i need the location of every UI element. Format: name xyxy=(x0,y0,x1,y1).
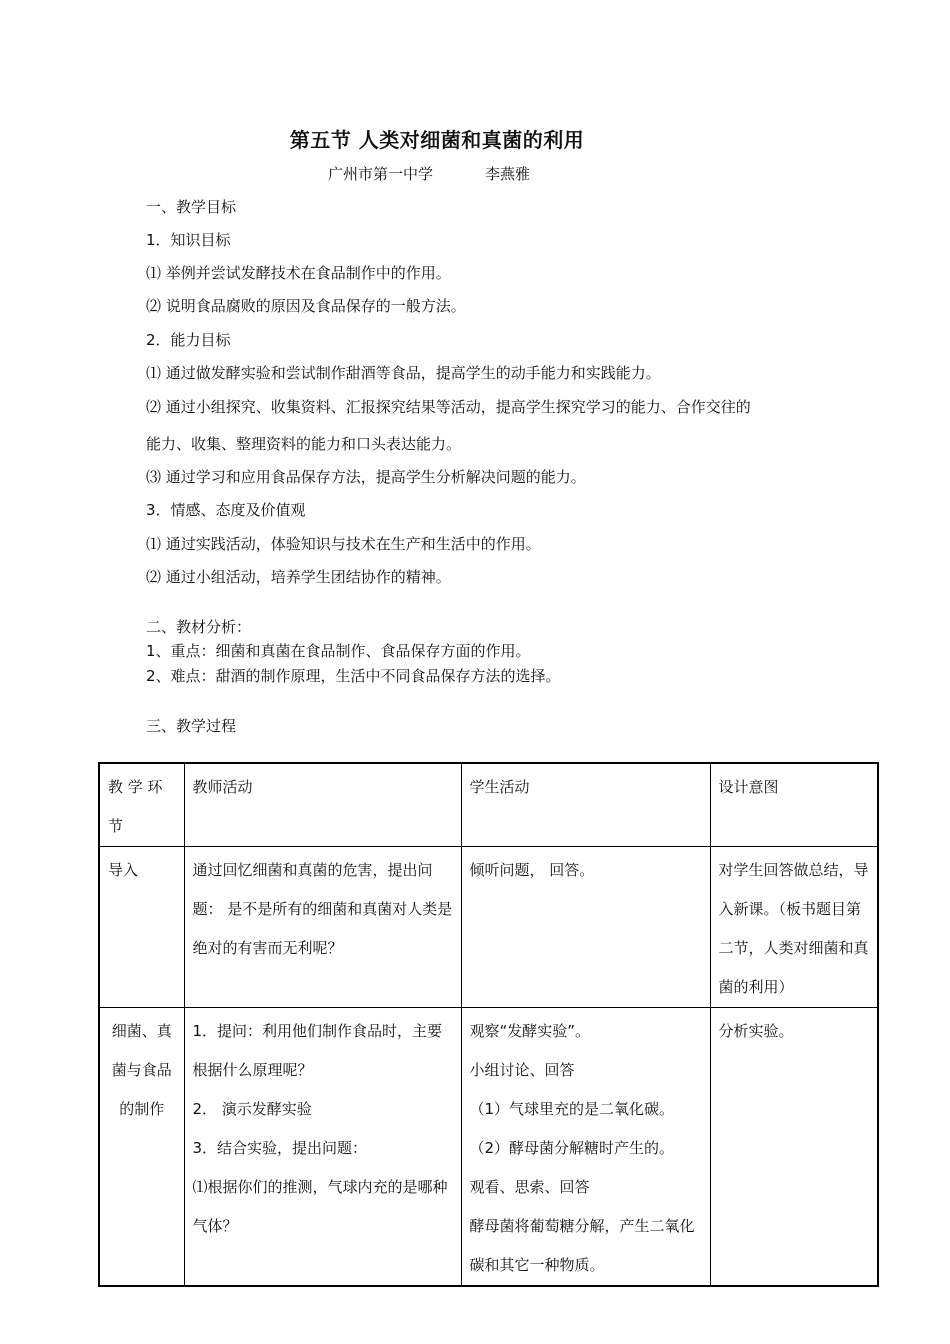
goal-item: ⑵ 通过小组探究、收集资料、汇报探究结果等活动，提高学生探究学习的能力、合作交往的 xyxy=(146,398,751,416)
author-name: 李燕雅 xyxy=(485,165,531,183)
cell-teacher: 1．提问：利用他们制作食品时，主要根据什么原理呢？ 2． 演示发酵实验 3．结合实验，提出问题： ⑴根据你们的推测，气球内充的是哪种气体？ xyxy=(184,1008,461,1287)
section-heading-goals: 一、教学目标 xyxy=(146,198,237,216)
table-header-row xyxy=(99,763,878,847)
table-row xyxy=(99,847,878,1008)
table-row xyxy=(99,1008,878,1287)
goal-item-continuation: 能力、收集、整理资料的能力和口头表达能力。 xyxy=(146,435,462,453)
author-line xyxy=(328,163,530,184)
cell-intent: 对学生回答做总结，导入新课。（板书题目第二节，人类对细菌和真菌的利用） xyxy=(710,847,878,1008)
header-stage: 教 学 环 节 xyxy=(99,763,184,847)
subheading-attitude: 3．情感、态度及价值观 xyxy=(146,501,306,519)
goal-item: ⑵ 说明食品腐败的原因及食品保存的一般方法。 xyxy=(146,297,466,315)
goal-item: ⑶ 通过学习和应用食品保存方法，提高学生分析解决问题的能力。 xyxy=(146,468,586,486)
teaching-process-table xyxy=(98,762,879,1287)
header-teacher: 教师活动 xyxy=(184,763,461,847)
author-school: 广州市第一中学 xyxy=(328,165,434,183)
section-heading-process: 三、教学过程 xyxy=(146,717,237,735)
subheading-knowledge: 1．知识目标 xyxy=(146,231,231,249)
document-title: 第五节 人类对细菌和真菌的利用 xyxy=(289,128,585,152)
goal-item: ⑴ 通过实践活动，体验知识与技术在生产和生活中的作用。 xyxy=(146,535,541,553)
cell-stage: 细菌、真菌与食品的制作 xyxy=(99,1008,184,1287)
subheading-ability: 2．能力目标 xyxy=(146,331,231,349)
header-intent: 设计意图 xyxy=(710,763,878,847)
goal-item: ⑴ 通过做发酵实验和尝试制作甜酒等食品，提高学生的动手能力和实践能力。 xyxy=(146,364,661,382)
cell-student: 观察“发酵实验”。 小组讨论、回答 （1）气球里充的是二氧化碳。 （2）酵母菌分解糖时产生的。 观看、思索、回答 酵母菌将葡萄糖分解，产生二氧化碳和其它一种物质。 xyxy=(461,1008,710,1287)
cell-stage: 导入 xyxy=(99,847,184,1008)
goal-item: ⑵ 通过小组活动，培养学生团结协作的精神。 xyxy=(146,568,451,586)
section-heading-analysis: 二、教材分析： xyxy=(146,618,252,636)
cell-intent: 分析实验。 xyxy=(710,1008,878,1287)
header-student: 学生活动 xyxy=(461,763,710,847)
analysis-key-point: 1、重点：细菌和真菌在食品制作、食品保存方面的作用。 xyxy=(146,642,531,660)
cell-student: 倾听问题， 回答。 xyxy=(461,847,710,1008)
goal-item: ⑴ 举例并尝试发酵技术在食品制作中的作用。 xyxy=(146,264,451,282)
analysis-difficulty: 2、难点：甜酒的制作原理，生活中不同食品保存方法的选择。 xyxy=(146,667,561,685)
cell-teacher: 通过回忆细菌和真菌的危害，提出问题： 是不是所有的细菌和真菌对人类是绝对的有害而无利呢？ xyxy=(184,847,461,1008)
